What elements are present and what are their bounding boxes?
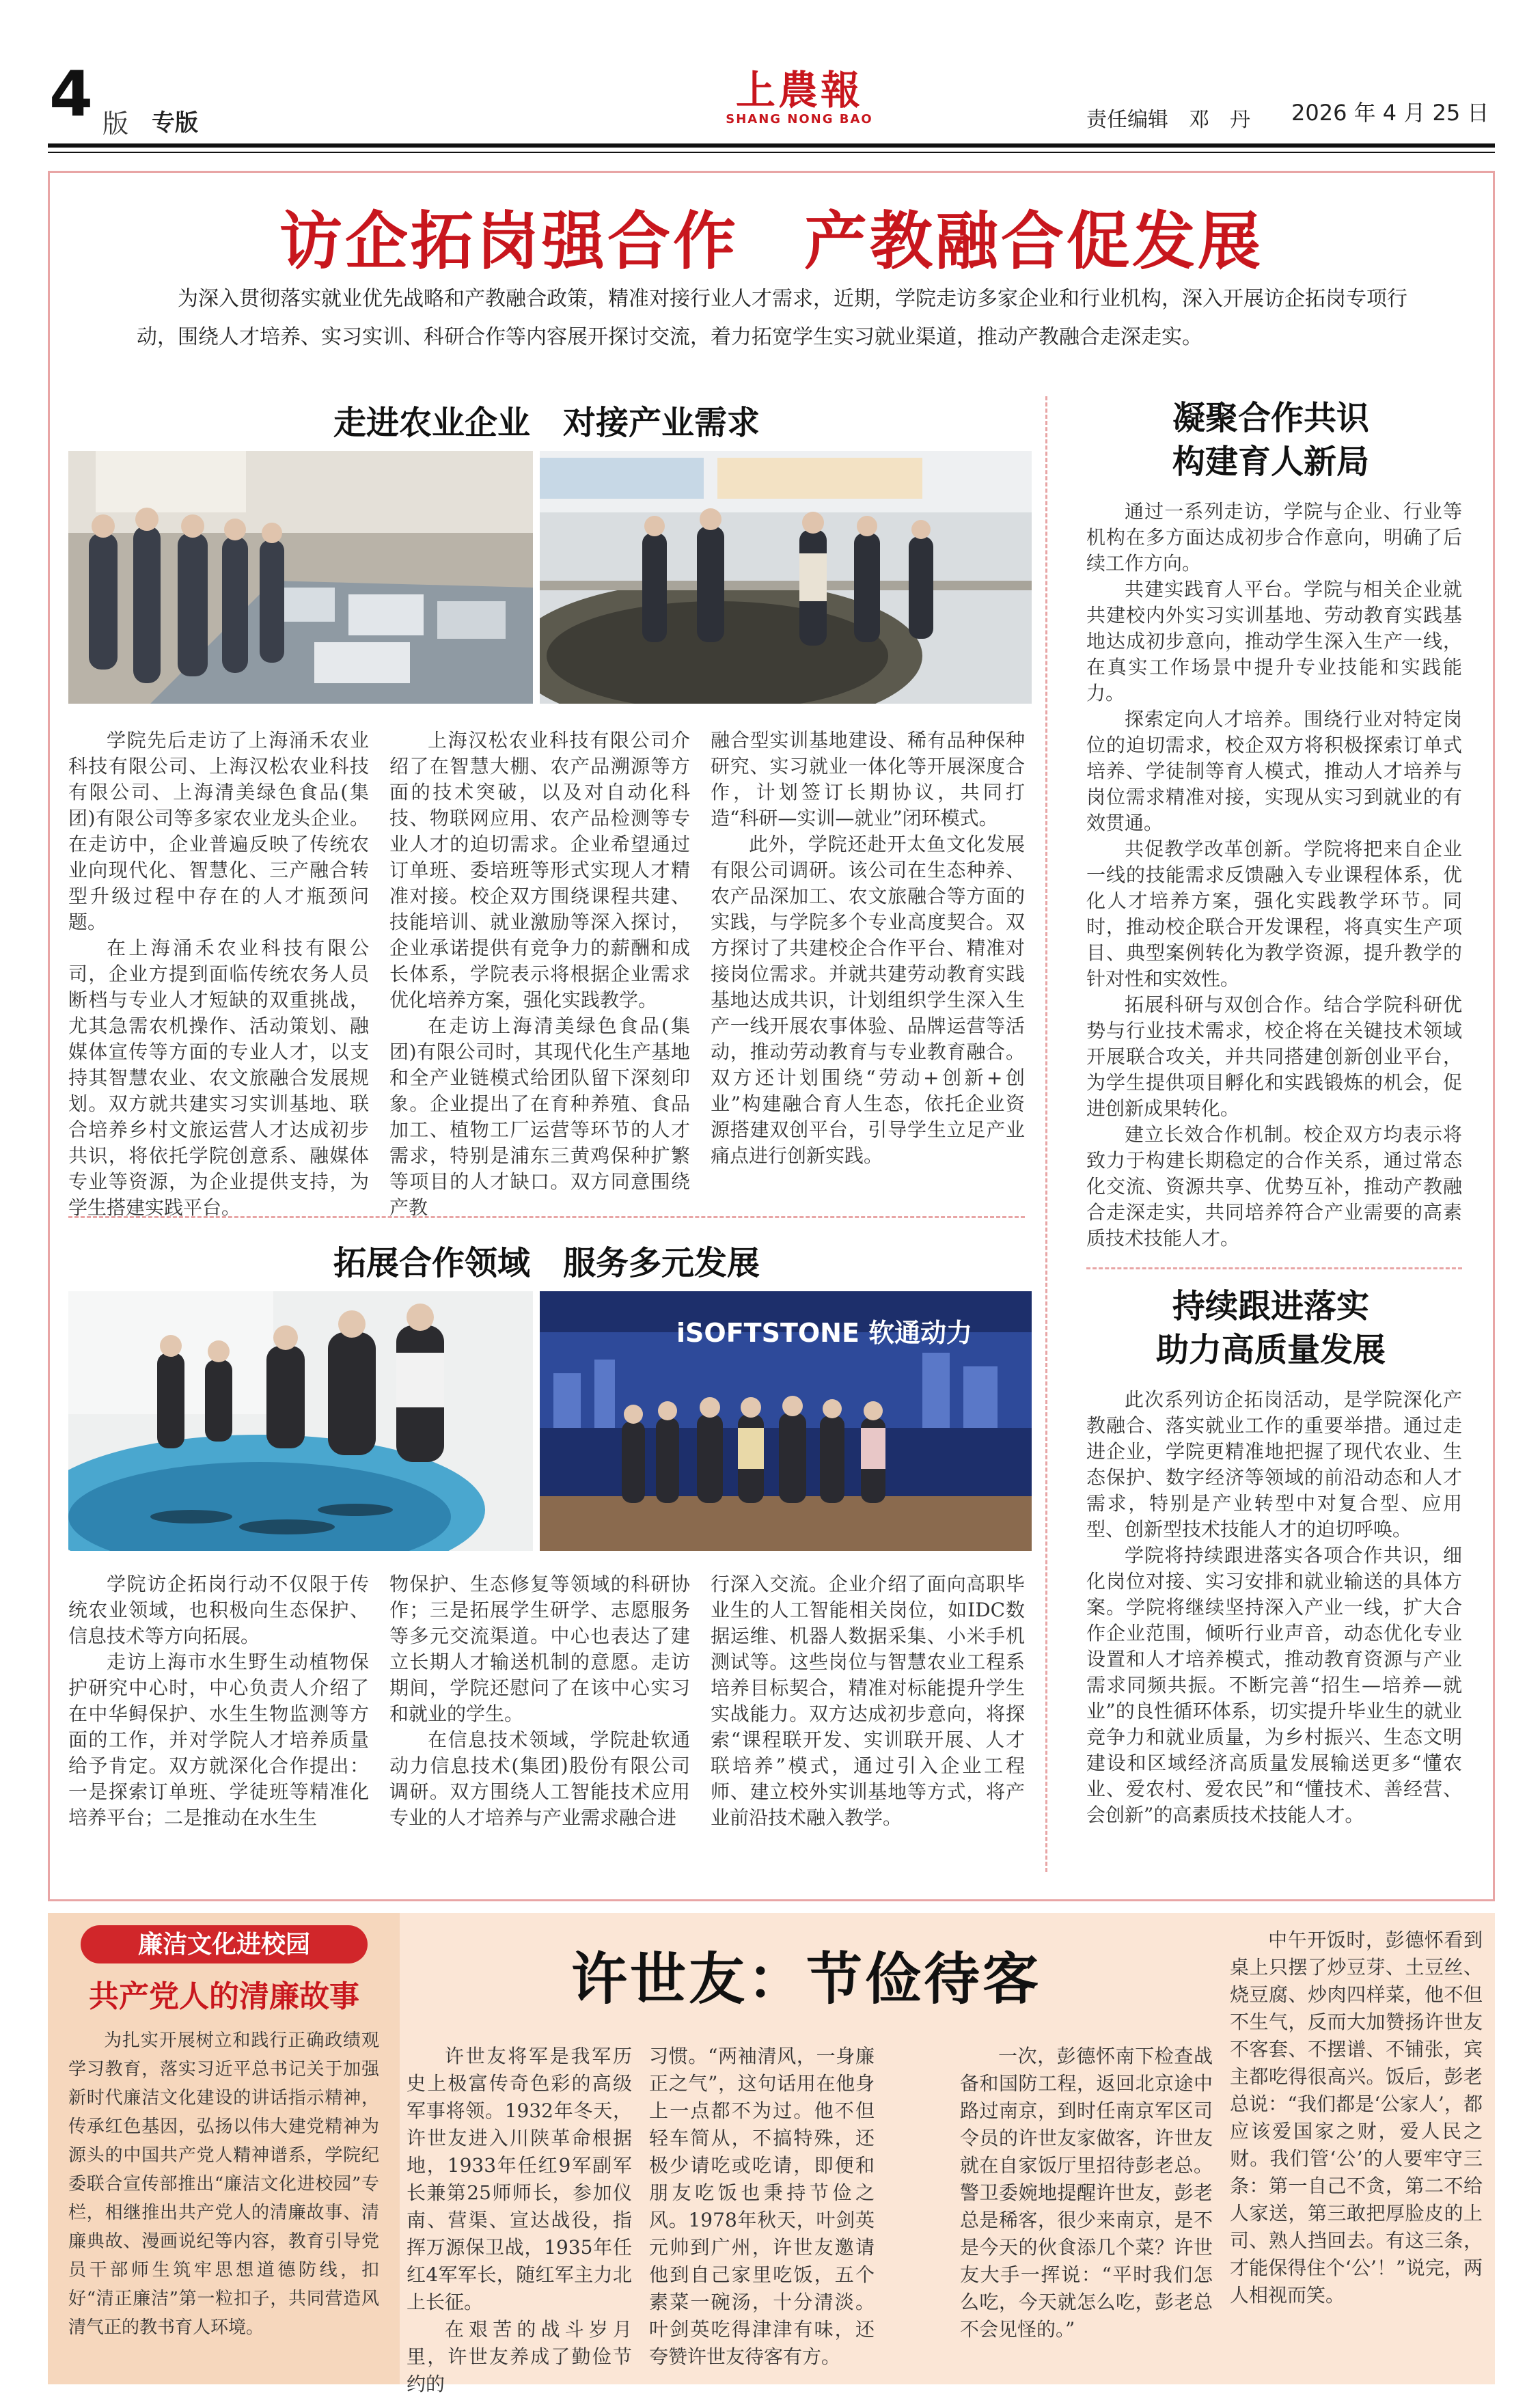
side-heading-2-line1: 持续跟进落实 (1172, 1287, 1369, 1325)
section-heading-2: 拓展合作领域 服务多元发展 (333, 1244, 760, 1282)
paragraph: 通过一系列走访，学院与企业、行业等机构在多方面达成初步合作意向，明确了后续工作方向。 (1086, 500, 1462, 575)
page-ban-label: 版 (102, 109, 129, 139)
paragraph: 此外，学院还赴开太鱼文化发展有限公司调研。该公司在生态种养、农产品深加工、农文旅融合等方面的实践，与学院多个专业高度契合。双方探讨了共建校企合作平台、精准对接岗位需求。并就共建劳动教育实践基地达成共识，计划组织学生深入生产一线开展农事体验、品牌运营等活动，推动劳动教育与专业教育融合。双方还计划围绕“劳动+创新+创业”构建融合育人生态，依托企业资源搭建双创平台，引导学生立足产业痛点进行创新实践。 (711, 833, 1025, 1167)
paragraph: 在走访上海清美绿色食品(集团)有限公司时，其现代化生产基地和全产业链模式给团队留下深刻印象。企业提出了在育种养殖、食品加工、植物工厂运营等环节的人才需求，特别是浦东三黄鸡保种扩繁等项目的人才缺口。双方同意围绕产教 (389, 1015, 690, 1219)
side-heading-1 (1066, 396, 1476, 484)
side-heading-1-line2: 构建育人新局 (1172, 443, 1369, 481)
section1-column-3 (711, 728, 1025, 1169)
header-rule-thin (48, 152, 1495, 153)
paragraph: 在艰苦的战斗岁月里，许世友养成了勤俭节约的 (407, 2318, 632, 2395)
lian-intro: 为扎实开展树立和践行正确政绩观学习教育，落实习近平总书记关于加强新时代廉洁文化建设的讲话指示精神，传承红色基因，弘扬以伟大建党精神为源头的中国共产党人精神谱系，学院纪委联合宣传部推出“廉洁文化进校园”专栏，相继推出共产党人的清廉故事、清廉典故、漫画说纪等内容，教育引导党员干部师生筑牢思想道德防线，扣好“清正廉洁”第一粒扣子，共同营造风清气正的教书育人环境。 (68, 2030, 379, 2338)
section1-column-2 (389, 728, 690, 1221)
section1-column-1 (68, 728, 369, 1221)
feature-intro: 为深入贯彻落实就业优先战略和产教融合政策，精准对接行业人才需求，近期，学院走访多家企业和行业机构，深入开展访企拓岗专项行动，围绕人才培养、实习实训、科研合作等内容展开探讨交流，着力拓宽学生实习就业渠道，推动产教融合走深走实。 (137, 287, 1407, 349)
paragraph: 一次，彭德怀南下检查战备和国防工程，返回北京途中路过南京，到时任南京军区司令员的许世友家做客，许世友就在自家饭厅里招待彭老总。警卫委婉地提醒许世友，彭老总是稀客，很少来南京，是不是今天的伙食添几个菜？许世友大手一挥说：“平时我们怎么吃，今天就怎么吃，彭老总不会见怪的。” (960, 2045, 1213, 2341)
paragraph: 建立长效合作机制。校企双方均表示将致力于构建长期稳定的合作关系，通过常态化交流、资源共享、优势互补，推动产教融合走深走实，共同培养符合产业需要的高素质技术技能人才。 (1086, 1123, 1462, 1250)
story-title: 许世友：节俭待客 (570, 1946, 1041, 2012)
paragraph: 走访上海市水生野生动植物保护研究中心时，中心负责人介绍了在中华鲟保护、水生生物监测等方面的工作，并对学院人才培养质量给予肯定。双方就深化合作提出：一是探索订单班、学徒班等精准化培养平台；二是推动在水生生 (68, 1651, 369, 1829)
lian-title: 共产党人的清廉故事 (89, 1979, 359, 2014)
header-rule-thick (48, 143, 1495, 148)
photo-aquatic-center (68, 1291, 533, 1551)
photo-exhibition-hall (68, 451, 533, 704)
story-column-3 (960, 2043, 1213, 2343)
section-heading-1: 走进农业企业 对接产业需求 (333, 404, 760, 442)
paragraph: 此次系列访企拓岗活动，是学院深化产教融合、落实就业工作的重要举措。通过走进企业，学院更精准地把握了现代农业、生态保护、数字经济等领域的前沿动态和人才需求，特别是产业转型中对复合型、应用型、创新型技术技能人才的迫切呼唤。 (1086, 1388, 1462, 1541)
paragraph: 共促教学改革创新。学院将把来自企业一线的技能需求反馈融入专业课程体系，优化人才培养方案，强化实践教学环节。同时，推动校企联合开发课程，将真实生产项目、典型案例转化为教学资源，提升教学的针对性和实效性。 (1086, 838, 1462, 990)
section2-column-2 (389, 1571, 690, 1831)
section-divider (68, 1216, 1025, 1218)
paragraph: 上海汉松农业科技有限公司介绍了在智慧大棚、农产品溯源等方面的技术突破，以及对自动化科技、物联网应用、农产品检测等专业人才的迫切需求。企业希望通过订单班、委培班等形式实现人才精准对接。校企双方围绕课程共建、技能培训、就业激励等深入探讨，企业承诺提供有竞争力的薪酬和成长体系，学院表示将根据企业需求优化培养方案，强化实践教学。 (389, 729, 690, 1011)
story-column-4 (1230, 1927, 1483, 2309)
masthead-title: 上農報 (735, 67, 863, 113)
paragraph: 学院将持续跟进落实各项合作共识，细化岗位对接、实习安排和就业输送的具体方案。学院将继续坚持深入产业一线，扩大合作企业范围，倾听行业声音，动态优化专业设置和人才培养模式，推动教育资源与产业需求同频共振。不断完善“招生—培养—就业”的良性循环体系，切实提升毕业生的就业竞争力和就业质量，为乡村振兴、生态文明建设和区域经济高质量发展输送更多“懂农业、爱农村、爱农民”和“懂技术、善经营、会创新”的高素质技术技能人才。 (1086, 1544, 1462, 1826)
section2-column-1 (68, 1571, 369, 1831)
paragraph: 在信息技术领域，学院赴软通动力信息技术(集团)股份有限公司调研。双方围绕人工智能技术应用专业的人才培养与产业需求融合进 (389, 1728, 690, 1829)
issue-date: 2026 年 4 月 25 日 (1291, 100, 1489, 126)
paragraph: 拓展科研与双创合作。结合学院科研优势与行业技术需求，校企将在关键技术领域开展联合攻关，并共同搭建创新创业平台，为学生提供项目孵化和实践锻炼的机会，促进创新成果转化。 (1086, 993, 1462, 1120)
paragraph: 学院访企拓岗行动不仅限于传统农业领域，也积极向生态保护、信息技术等方向拓展。 (68, 1573, 369, 1647)
photo-aquaculture-pool (540, 451, 1032, 704)
column-divider (1045, 396, 1047, 1872)
side-column-2-text (1086, 1387, 1462, 1828)
masthead-subtitle: SHANG NONG BAO (726, 112, 873, 126)
paragraph: 共建实践育人平台。学院与相关企业就共建校内外实习实训基地、劳动教育实践基地达成初步意向，推动学生深入生产一线，在真实工作场景中提升专业技能和实践能力。 (1086, 578, 1462, 704)
paragraph: 探索定向人才培养。围绕行业对特定岗位的迫切需求，校企双方将积极探索订单式培养、学徒制等育人模式，推动人才培养与岗位需求精准对接，实现从实习到就业的有效贯通。 (1086, 708, 1462, 834)
paragraph: 行深入交流。企业介绍了面向高职毕业生的人工智能相关岗位，如IDC数据运维、机器人数据采集、小米手机测试等。这些岗位与智慧农业工程系培养目标契合，精准对标能提升学生实战能力。双方达成初步意向，将探索“课程联开发、实训联开展、人才联培养”模式，通过引入企业工程师、建立校外实训基地等方式，将产业前沿技术融入教学。 (711, 1573, 1025, 1829)
photo-enterprise-visit-1 (68, 451, 533, 704)
paragraph: 在上海涌禾农业科技有限公司，企业方提到面临传统农务人员断档与专业人才短缺的双重挑战，尤其急需农机操作、活动策划、融媒体宣传等方面的专业人才，以支持其智慧农业、农文旅融合发展规划。双方就共建实习实训基地、联合培养乡村文旅运营人才达成初步共识，将依托学院创意系、融媒体专业等资源，为企业提供支持，为学生搭建实践平台。 (68, 937, 369, 1219)
masthead (711, 68, 888, 126)
column-label: 专版 (152, 109, 198, 137)
photo-isoftstone-visit (540, 1291, 1032, 1551)
section2-column-3 (711, 1571, 1025, 1831)
photo-sign-text: iSOFTSTONE 软通动力 (676, 1318, 973, 1348)
side-heading-2 (1066, 1284, 1476, 1372)
paragraph: 学院先后走访了上海涌禾农业科技有限公司、上海汉松农业科技有限公司、上海清美绿色食品(集团)有限公司等多家农业龙头企业。在走访中，企业普遍反映了传统农业向现代化、智慧化、三产融合转型升级过程中存在的人才瓶颈问题。 (68, 729, 369, 933)
side-heading-1-line1: 凝聚合作共识 (1172, 399, 1369, 437)
photo-enterprise-visit-2 (540, 451, 1032, 704)
story-column-2 (649, 2043, 875, 2371)
story-column-1 (407, 2043, 632, 2398)
side-divider (1086, 1267, 1462, 1269)
photo-sturgeon-tank (68, 1291, 533, 1551)
paragraph: 中午开饭时，彭德怀看到桌上只摆了炒豆芽、土豆丝、烧豆腐、炒肉四样菜，他不但不生气，反而大加赞扬许世友不客套、不摆谱、不铺张，宾主都吃得很高兴。饭后，彭老总说：“我们都是‘公家人’，都应该爱国家之财，爱人民之财。我们管‘公’的人要牢守三条：第一自己不贪，第二不给人家送，第三敢把厚脸皮的上司、熟人挡回去。有这三条，才能保得住个‘公’！”说完，两人相视而笑。 (1230, 1929, 1483, 2306)
page-number: 4 (49, 57, 94, 130)
feature-title: 访企拓岗强合作 产教融合促发展 (279, 204, 1263, 278)
paragraph: 习惯。“两袖清风，一身廉正之气”，这句话用在他身上一点都不为过。他不但轻车简从，不搞特殊，还极少请吃或吃请，即便和朋友吃饭也秉持节俭之风。1978年秋天，叶剑英元帅到广州，许世友邀请他到自己家里吃饭，五个素菜一碗汤，十分清淡。叶剑英吃得津津有味，还夸赞许世友待客有方。 (649, 2045, 875, 2368)
paragraph: 许世友将军是我军历史上极富传奇色彩的高级军事将领。1932年冬天，许世友进入川陕革命根据地，1933年任红9军副军长兼第25师师长，参加仪南、营渠、宣达战役，指挥万源保卫战，1935年任红4军军长，随红军主力北上长征。 (407, 2045, 632, 2313)
lian-badge: 廉洁文化进校园 (81, 1925, 368, 1963)
paragraph: 物保护、生态修复等领域的科研协作；三是拓展学生研学、志愿服务等多元交流渠道。中心也表达了建立长期人才输送机制的意愿。走访期间，学院还慰问了在该中心实习和就业的学生。 (389, 1573, 690, 1725)
paragraph: 融合型实训基地建设、稀有品种保种研究、实习就业一体化等开展深度合作，计划签订长期协议，共同打造“科研—实训—就业”闭环模式。 (711, 729, 1025, 829)
side-column-1-text (1086, 499, 1462, 1252)
editor-credit: 责任编辑 邓 丹 (1086, 108, 1250, 132)
side-heading-2-line2: 助力高质量发展 (1155, 1331, 1386, 1369)
